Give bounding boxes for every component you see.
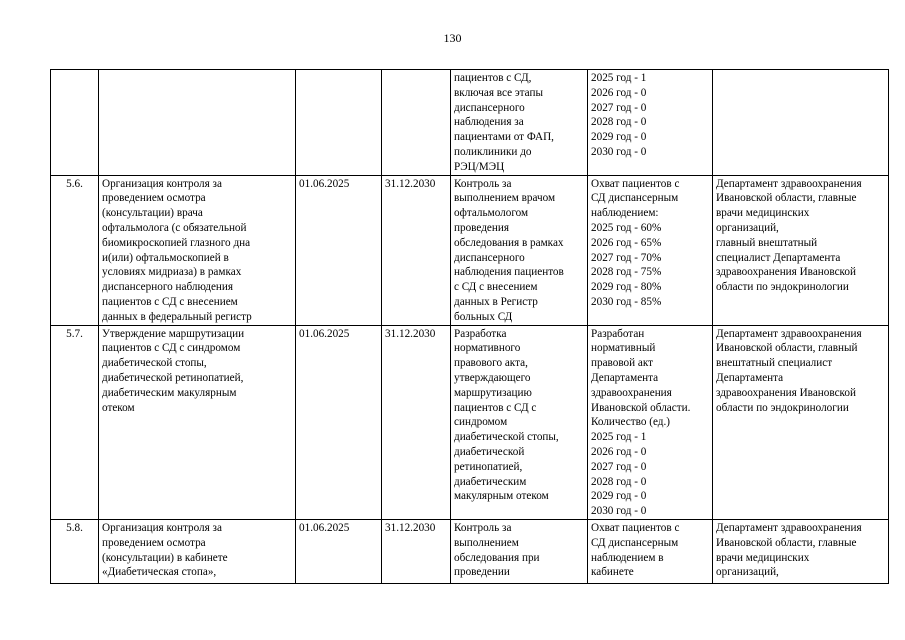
row-number-cell: [51, 70, 99, 176]
cell-line: СД диспансерным: [591, 192, 679, 205]
cell-line: «Диабетическая стопа»,: [102, 566, 217, 579]
start-date-cell: [296, 325, 382, 519]
cell-line: отеком: [102, 401, 135, 414]
cell-line: правового акта,: [454, 357, 528, 370]
cell-line: 2026 год - 65%: [591, 236, 662, 249]
cell-line: здравоохранения: [591, 386, 672, 399]
indicator-cell: [588, 519, 713, 583]
cell-text: 5.8.: [66, 521, 83, 534]
activity-cell: [99, 70, 296, 176]
cell-line: 2028 год - 0: [591, 116, 647, 129]
cell-line: пациентами от ФАП,: [454, 131, 554, 144]
cell-text: 31.12.2030: [385, 327, 436, 340]
cell-text: 01.06.2025: [299, 177, 350, 190]
cell-line: диабетической ретинопатией,: [102, 371, 244, 384]
cell-text: 31.12.2030: [385, 177, 436, 190]
cell-line: поликлиники до: [454, 145, 532, 158]
cell-line: 2029 год - 0: [591, 131, 647, 144]
cell-line: главный внештатный: [716, 236, 818, 249]
indicator-cell: [588, 70, 713, 176]
cell-text: 5.6.: [66, 177, 83, 190]
cell-line: и(или) офтальмоскопией в: [102, 251, 229, 264]
responsible-cell: [713, 175, 889, 325]
cell-line: Охват пациентов с: [591, 177, 680, 190]
responsible-cell: [713, 519, 889, 583]
cell-line: Контроль за: [454, 177, 512, 190]
cell-line: кабинете: [591, 566, 634, 579]
cell-line: 2029 год - 0: [591, 490, 647, 503]
cell-line: диабетическим макулярным: [102, 386, 237, 399]
cell-line: Охват пациентов с: [591, 521, 680, 534]
cell-line: 2025 год - 60%: [591, 221, 662, 234]
cell-line: области по эндокринологии: [716, 401, 849, 414]
row-number-cell: [51, 519, 99, 583]
cell-line: нормативного: [454, 342, 521, 355]
page-number: 130: [443, 31, 462, 45]
cell-line: внештатный специалист: [716, 357, 833, 370]
cell-line: врачи медицинских: [716, 207, 810, 220]
table-row: [51, 175, 889, 325]
result-cell: [451, 175, 588, 325]
cell-line: больных СД: [454, 310, 513, 323]
cell-text: 5.7.: [66, 327, 83, 340]
cell-line: Ивановской области, главные: [716, 536, 857, 549]
end-date-cell: [382, 519, 451, 583]
cell-line: обследования в рамках: [454, 236, 564, 249]
cell-line: 2026 год - 0: [591, 86, 647, 99]
cell-line: Департамент здравоохранения: [716, 521, 862, 534]
cell-text: 01.06.2025: [299, 521, 350, 534]
cell-line: диабетическим: [454, 475, 527, 488]
table-row: [51, 325, 889, 519]
cell-line: Департамент здравоохранения: [716, 177, 862, 190]
end-date-cell: [382, 175, 451, 325]
cell-line: Департамент здравоохранения: [716, 327, 862, 340]
cell-line: Разработка: [454, 327, 507, 340]
cell-line: проведении: [454, 566, 510, 579]
cell-line: пациентов с СД с синдромом: [102, 342, 241, 355]
cell-line: офтальмолога (с обязательной: [102, 221, 247, 234]
cell-line: Ивановской области, главные: [716, 192, 857, 205]
cell-line: условиях мидриаза) в рамках: [102, 266, 242, 279]
cell-line: организаций,: [716, 221, 779, 234]
cell-text: 31.12.2030: [385, 521, 436, 534]
row-number-cell: [51, 175, 99, 325]
cell-line: диспансерного: [454, 101, 525, 114]
cell-line: 2030 год - 85%: [591, 295, 662, 308]
cell-line: проведением осмотра: [102, 536, 206, 549]
cell-line: диабетической стопы,: [102, 357, 207, 370]
cell-line: наблюдения за: [454, 116, 524, 129]
cell-line: области по эндокринологии: [716, 281, 849, 294]
cell-line: нормативный: [591, 342, 656, 355]
cell-line: диабетической стопы,: [454, 431, 559, 444]
cell-line: наблюдения пациентов: [454, 266, 564, 279]
cell-line: 2028 год - 75%: [591, 266, 662, 279]
cell-line: 2027 год - 0: [591, 101, 647, 114]
cell-line: с СД с внесением: [454, 281, 538, 294]
cell-line: ретинопатией,: [454, 460, 523, 473]
cell-line: наблюдением:: [591, 207, 659, 220]
cell-line: организаций,: [716, 566, 779, 579]
cell-line: макулярным отеком: [454, 490, 549, 503]
cell-line: Утверждение маршрутизации: [102, 327, 245, 340]
cell-line: Разработан: [591, 327, 645, 340]
cell-line: пациентов с СД с: [454, 401, 537, 414]
cell-line: проведением осмотра: [102, 192, 206, 205]
cell-line: 2026 год - 0: [591, 445, 647, 458]
responsible-cell: [713, 70, 889, 176]
cell-line: Департамента: [591, 371, 659, 384]
cell-line: здравоохранения Ивановской: [716, 386, 856, 399]
cell-line: СД диспансерным: [591, 536, 679, 549]
cell-line: 2025 год - 1: [591, 431, 647, 444]
cell-line: диспансерного: [454, 251, 525, 264]
cell-line: Ивановской области, главный: [716, 342, 858, 355]
cell-line: (консультации) врача: [102, 207, 203, 220]
cell-line: биомикроскопией глазного дна: [102, 236, 251, 249]
cell-line: включая все этапы: [454, 86, 543, 99]
cell-line: (консультации) в кабинете: [102, 551, 228, 564]
cell-line: офтальмологом: [454, 207, 529, 220]
cell-line: врачи медицинских: [716, 551, 810, 564]
cell-line: обследования при: [454, 551, 540, 564]
activity-cell: [99, 325, 296, 519]
cell-line: 2027 год - 70%: [591, 251, 662, 264]
measures-table: [50, 69, 889, 584]
cell-line: данных в федеральный регистр: [102, 310, 252, 323]
cell-line: Организация контроля за: [102, 177, 222, 190]
cell-line: 2030 год - 0: [591, 145, 647, 158]
indicator-cell: [588, 175, 713, 325]
start-date-cell: [296, 519, 382, 583]
cell-line: наблюдением в: [591, 551, 664, 564]
cell-line: Количество (ед.): [591, 416, 671, 429]
start-date-cell: [296, 175, 382, 325]
result-cell: [451, 325, 588, 519]
cell-line: выполнением: [454, 536, 519, 549]
cell-line: проведения: [454, 221, 509, 234]
cell-line: выполнением врачом: [454, 192, 556, 205]
cell-line: 2029 год - 80%: [591, 281, 662, 294]
row-number-cell: [51, 325, 99, 519]
result-cell: [451, 70, 588, 176]
cell-line: РЭЦ/МЭЦ: [454, 160, 505, 173]
cell-line: пациентов с СД,: [454, 72, 532, 84]
cell-line: Организация контроля за: [102, 521, 222, 534]
cell-line: данных в Регистр: [454, 295, 538, 308]
result-cell: [451, 519, 588, 583]
indicator-cell: [588, 325, 713, 519]
cell-line: здравоохранения Ивановской: [716, 266, 856, 279]
cell-line: 2030 год - 0: [591, 505, 647, 518]
cell-line: 2027 год - 0: [591, 460, 647, 473]
cell-line: синдромом: [454, 416, 508, 429]
cell-line: Ивановской области.: [591, 401, 691, 414]
activity-cell: [99, 519, 296, 583]
cell-line: диспансерного наблюдения: [102, 281, 234, 294]
cell-line: утверждающего: [454, 371, 531, 384]
cell-line: пациентов с СД с внесением: [102, 295, 238, 308]
cell-line: специалист Департамента: [716, 251, 841, 264]
cell-line: Департамента: [716, 371, 784, 384]
cell-line: 2028 год - 0: [591, 475, 647, 488]
responsible-cell: [713, 325, 889, 519]
cell-text: 01.06.2025: [299, 327, 350, 340]
cell-line: маршрутизацию: [454, 386, 532, 399]
cell-line: правовой акт: [591, 357, 654, 370]
start-date-cell: [296, 70, 382, 176]
cell-line: 2025 год - 1: [591, 72, 647, 84]
cell-line: диабетической: [454, 445, 525, 458]
activity-cell: [99, 175, 296, 325]
end-date-cell: [382, 70, 451, 176]
table-row: [51, 519, 889, 583]
table-row: [51, 70, 889, 176]
end-date-cell: [382, 325, 451, 519]
cell-line: Контроль за: [454, 521, 512, 534]
